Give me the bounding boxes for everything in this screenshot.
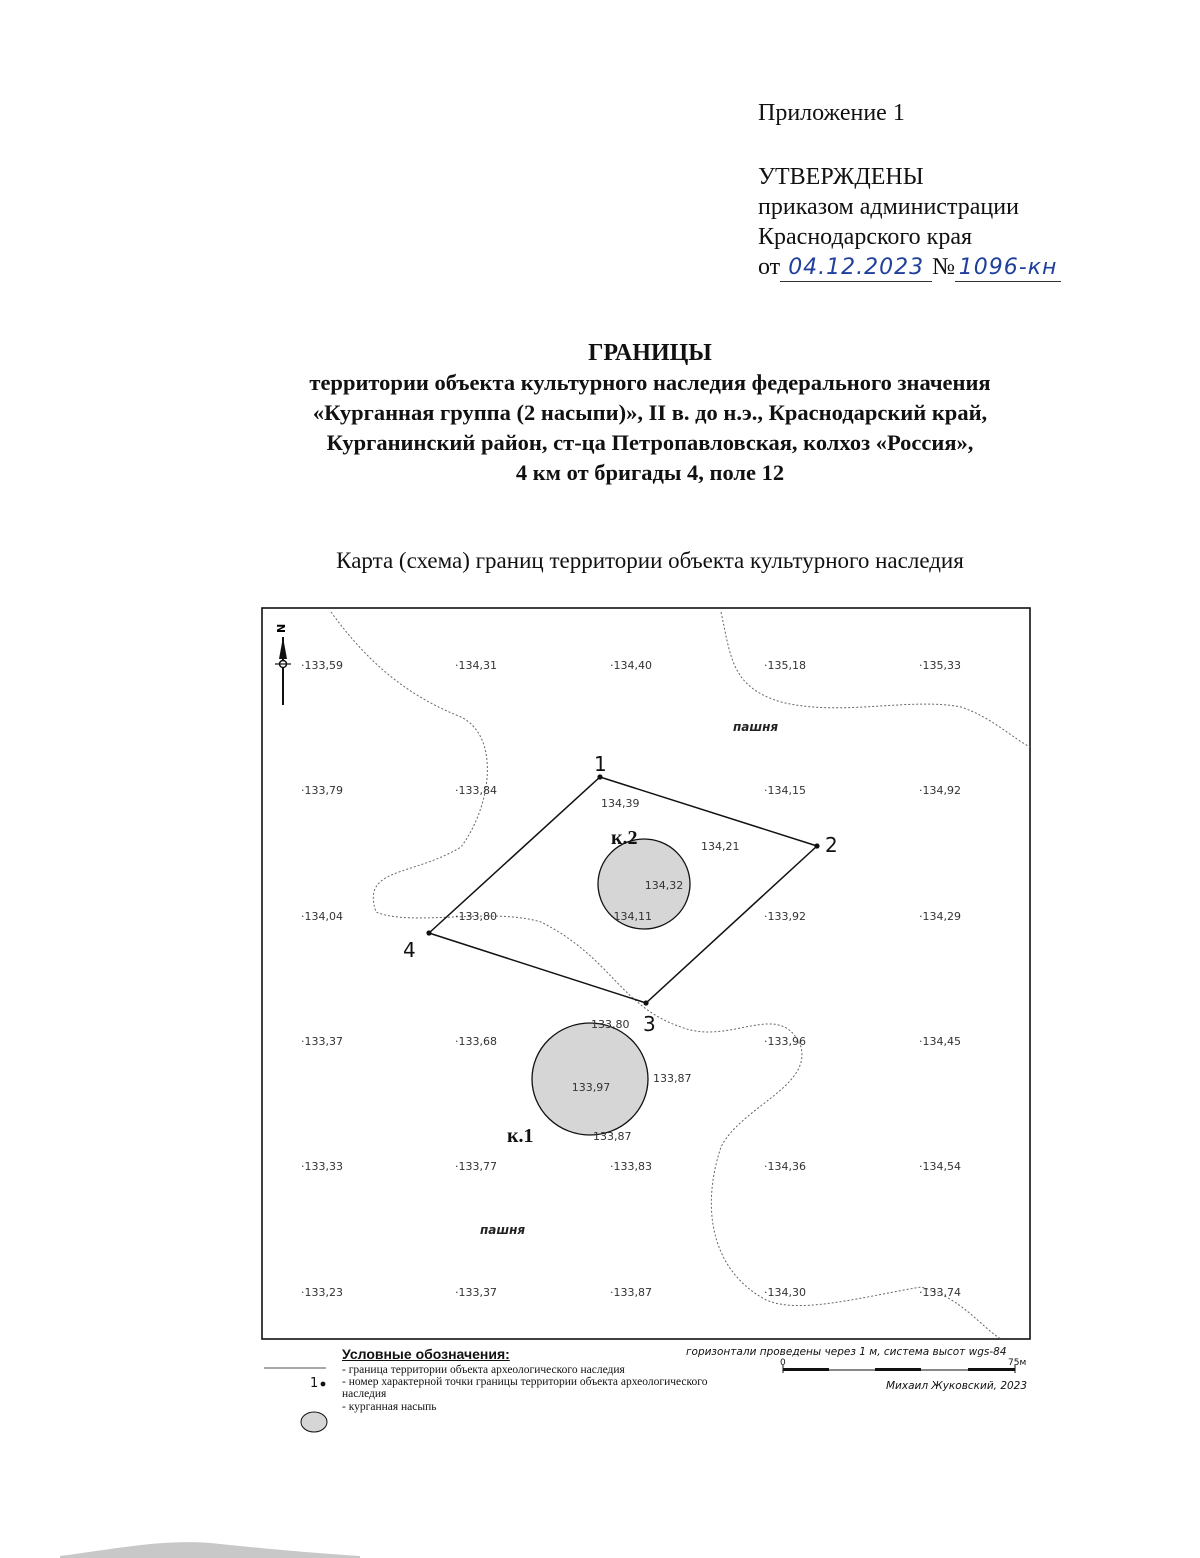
approved-label: УТВЕРЖДЕНЫ: [758, 164, 924, 190]
elevation-mark: ·133,23: [301, 1286, 343, 1299]
elevation-mark: ·133,68: [455, 1035, 497, 1048]
elevation-mark: ·133,77: [455, 1160, 497, 1173]
boundary-point-2: [814, 843, 819, 848]
elevation-extra: 133,97: [571, 1081, 611, 1094]
elevation-mark: ·133,84: [455, 784, 497, 797]
point-label-1: 1: [594, 752, 607, 776]
elevation-extra: 133,87: [593, 1130, 632, 1143]
elevation-mark: ·134,29: [919, 910, 961, 923]
point-symbol-icon: [321, 1382, 326, 1387]
elevation-mark: ·134,30: [764, 1286, 806, 1299]
elevation-extra: 134,21: [701, 840, 740, 853]
scale-bar: [782, 1362, 1032, 1378]
title-line-2: «Курганная группа (2 насыпи)», II в. до н.э., Краснодарский край,: [312, 400, 988, 425]
legend-symbols: [262, 1360, 342, 1440]
order-number: 1096-кн: [955, 255, 1061, 282]
point-label-2: 2: [825, 833, 838, 857]
elevation-mark: ·133,87: [610, 1286, 652, 1299]
document-title: [150, 338, 1150, 488]
order-date: 04.12.2023: [780, 255, 932, 282]
elevation-extra: 134,32: [644, 879, 684, 892]
title-main: ГРАНИЦЫ: [588, 340, 712, 366]
elevation-mark: ·134,04: [301, 910, 343, 923]
number-prefix: №: [932, 254, 956, 280]
mound-label-k2: к.2: [611, 827, 638, 849]
boundary-point-4: [426, 930, 431, 935]
elevation-mark: ·134,11: [610, 910, 652, 923]
elevation-mark: ·133,37: [455, 1286, 497, 1299]
land-label-bottom: пашня: [480, 1223, 526, 1237]
elevation-mark: ·134,36: [764, 1160, 806, 1173]
elevation-extra: 133,80: [591, 1018, 630, 1031]
approved-line-2: Краснодарского края: [758, 224, 973, 250]
point-label-3: 3: [643, 1012, 656, 1036]
elevation-mark: ·134,31: [455, 659, 497, 672]
title-line-1: территории объекта культурного наследия федерального значения: [309, 370, 991, 395]
contour-note: горизонтали проведены через 1 м, система высот wgs-84: [686, 1346, 1007, 1358]
scale-end: 75м: [1008, 1358, 1027, 1368]
elevation-mark: ·133,79: [301, 784, 343, 797]
elevation-mark: ·135,18: [764, 659, 806, 672]
north-label: N: [275, 623, 288, 633]
land-label-top: пашня: [733, 720, 779, 734]
boundary-point-3: [643, 1000, 648, 1005]
map-author: Михаил Жуковский, 2023: [886, 1380, 1028, 1392]
scale-start: 0: [780, 1358, 786, 1368]
elevation-extra: 133,87: [653, 1072, 692, 1085]
map-legend: [262, 1346, 1042, 1446]
approval-block: [758, 98, 1061, 282]
elevation-extra: 134,39: [601, 797, 640, 810]
legend-mound: - курганная насыпь: [342, 1401, 437, 1413]
elevation-mark: ·134,54: [919, 1160, 961, 1173]
elevation-mark: ·133,74: [919, 1286, 961, 1299]
legend-title: Условные обозначения:: [342, 1346, 510, 1362]
map-frame: [262, 608, 1030, 1339]
elevation-mark: ·134,40: [610, 659, 652, 672]
map-subtitle: Карта (схема) границ территории объекта культурного наследия: [336, 548, 964, 573]
elevation-mark: ·133,80: [455, 910, 497, 923]
mound-k1: [532, 1023, 648, 1135]
elevation-mark: ·135,33: [919, 659, 961, 672]
mound-symbol-icon: [301, 1412, 327, 1432]
boundary-map: [261, 607, 1031, 1341]
elevation-mark: ·133,37: [301, 1035, 343, 1048]
scan-smudge: [60, 1518, 360, 1558]
legend-boundary: - граница территории объекта археологического наследия: [342, 1364, 625, 1376]
mound-label-k1: к.1: [507, 1125, 534, 1147]
point-symbol-number: 1: [310, 1376, 319, 1391]
elevation-mark: ·134,15: [764, 784, 806, 797]
title-line-4: 4 км от бригады 4, поле 12: [515, 460, 785, 485]
title-line-3: Курганинский район, ст-ца Петропавловская, колхоз «Россия»,: [326, 430, 974, 455]
elevation-mark: ·133,92: [764, 910, 806, 923]
elevation-mark: ·133,33: [301, 1160, 343, 1173]
appendix-label: Приложение 1: [758, 100, 905, 126]
elevation-mark: ·133,96: [764, 1035, 806, 1048]
elevation-mark: ·133,59: [301, 659, 343, 672]
elevation-mark: ·134,45: [919, 1035, 961, 1048]
elevation-mark: ·134,92: [919, 784, 961, 797]
point-label-4: 4: [403, 938, 416, 962]
order-line: [758, 252, 1061, 282]
date-prefix: от: [758, 254, 781, 280]
elevation-mark: ·133,83: [610, 1160, 652, 1173]
approved-line-1: приказом администрации: [758, 194, 1019, 220]
legend-point: - номер характерной точки границы территории объекта археологического наследия: [342, 1376, 708, 1400]
